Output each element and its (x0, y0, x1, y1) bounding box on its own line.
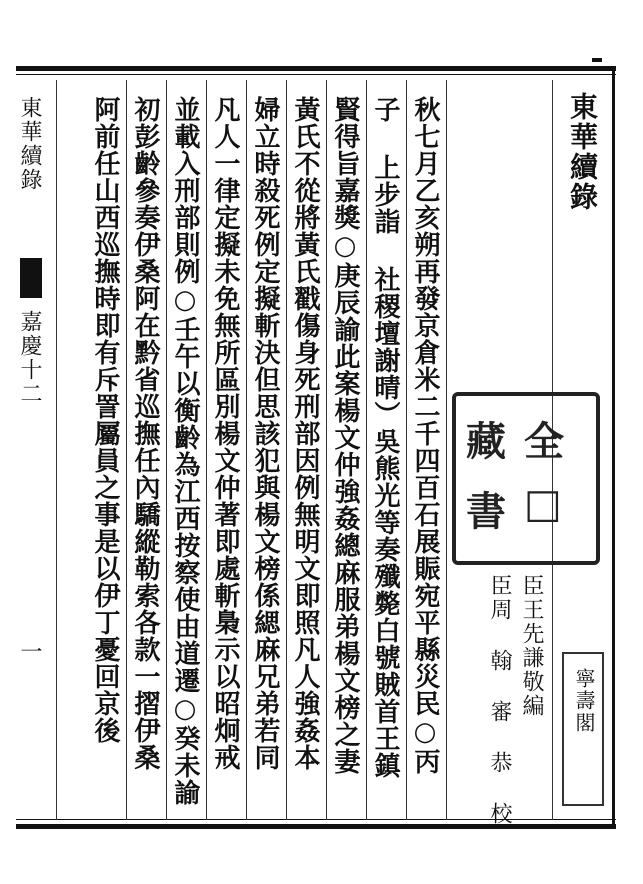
column-divider (126, 80, 127, 820)
collector-seal (452, 392, 600, 565)
column-divider (166, 80, 167, 820)
right-border (612, 66, 615, 829)
text-column: 秋七月乙亥朔再發京倉米二千四百石展賑宛平縣災民○丙 (410, 96, 440, 775)
column-divider (446, 80, 447, 820)
column-divider (206, 80, 207, 820)
margin-reign: 嘉慶十二 (17, 310, 42, 406)
seal-char: 藏 (466, 418, 506, 465)
seal-char: □ (524, 480, 562, 527)
column-divider (286, 80, 287, 820)
top-rule (16, 66, 616, 71)
column-divider (326, 80, 327, 820)
corner-mark (592, 58, 602, 62)
editor-line-2: 臣周 翰 審 恭 校 (487, 574, 512, 826)
text-column: 婦立時殺死例定擬斬決但思該犯與楊文榜係緦麻兄弟若同 (250, 96, 280, 771)
margin-title: 東華續錄 (17, 96, 42, 192)
text-column: 阿前任山西巡撫時即有斥詈屬員之事是以伊丁憂回京後 (90, 96, 120, 744)
seal-char: 書 (466, 488, 506, 535)
editor-line-1: 臣王先謙敬編 (519, 574, 544, 718)
seal-char: 全 (524, 418, 564, 465)
stamp-text: 寧壽閣 (572, 668, 596, 734)
bottom-rule (16, 824, 616, 829)
text-column: 凡人一律定擬未免無所區別楊文仲著即處斬梟示以昭炯戒 (210, 96, 240, 771)
text-column: 賢得旨嘉獎○庚辰諭此案楊文仲強姦總麻服弟楊文榜之妻 (330, 96, 360, 775)
text-column: 黃氏不從將黃氏戳傷身死刑部因例無明文即照凡人強姦本 (290, 96, 320, 771)
margin-block (20, 258, 42, 298)
top-rule-thin (16, 74, 616, 75)
page-number: 一 (17, 640, 42, 664)
text-column: 子 上步詣 社稷壇謝晴）吳熊光等奏殲斃白號賊首王鎮 (370, 96, 400, 779)
margin-divider (56, 80, 57, 820)
text-column: 並載入刑部則例○壬午以衡齡為江西按察使由道遷○癸未諭 (170, 96, 200, 806)
bottom-rule-thin (16, 819, 616, 820)
column-divider (366, 80, 367, 820)
library-stamp (562, 652, 604, 806)
page-title: 東華續錄 (566, 92, 599, 212)
column-divider (406, 80, 407, 820)
column-divider (246, 80, 247, 820)
text-column: 初彭齡參奏伊桑阿在黔省巡撫任內驕縱勒索各款一摺伊桑 (130, 96, 160, 771)
